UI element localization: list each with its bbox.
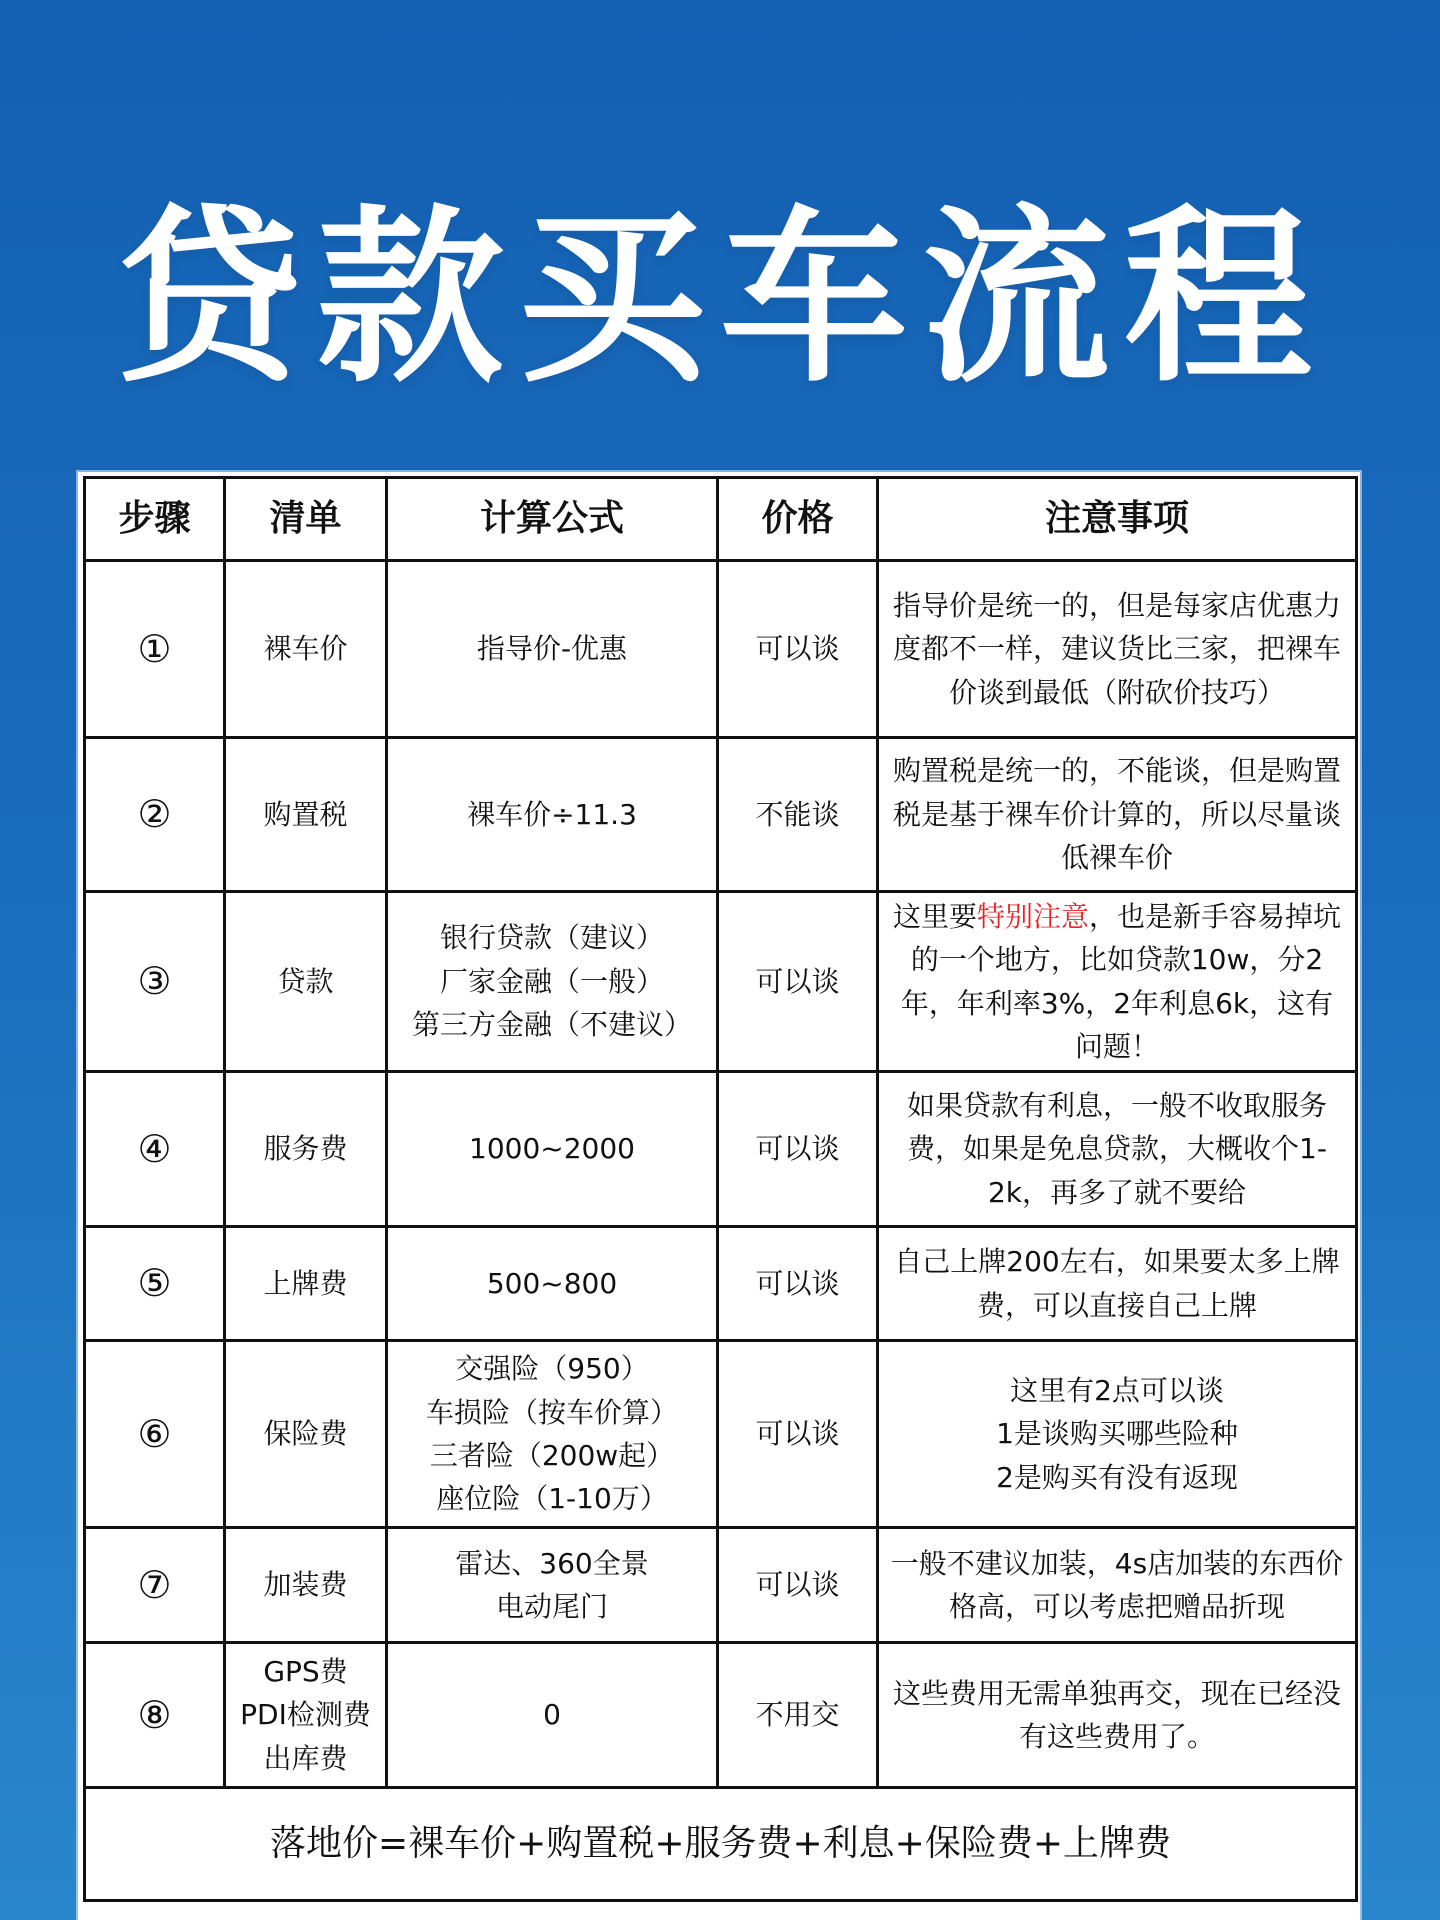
formula-line: 交强险（950） (455, 1352, 649, 1386)
table-row (85, 892, 1357, 1072)
table-row (85, 1341, 1357, 1528)
note-cell: 这些费用无需单独再交，现在已经没有这些费用了。 (878, 1643, 1357, 1788)
note-text: 这里要 (892, 899, 977, 933)
table-sheet (78, 472, 1360, 1920)
step-number: ① (85, 561, 225, 738)
step-number: ⑤ (85, 1227, 225, 1341)
formula-line: 0 (543, 1698, 561, 1732)
item-line: PDI检测费 (240, 1698, 371, 1732)
step-number: ⑥ (85, 1341, 225, 1528)
note-cell: 购置税是统一的，不能谈，但是购置税是基于裸车价计算的，所以尽量谈低裸车价 (878, 738, 1357, 892)
header-formula: 计算公式 (387, 478, 718, 561)
step-number: ③ (85, 892, 225, 1072)
header-notes: 注意事项 (878, 478, 1357, 561)
table-row (85, 1072, 1357, 1227)
header-item: 清单 (225, 478, 387, 561)
item-name: 保险费 (225, 1341, 387, 1528)
item-name: 服务费 (225, 1072, 387, 1227)
note-line: 这里有2点可以谈 (1010, 1373, 1224, 1407)
note-cell: 如果贷款有利息，一般不收取服务费，如果是免息贷款，大概收个1-2k，再多了就不要给 (878, 1072, 1357, 1227)
footer-row (85, 1788, 1357, 1901)
table-row (85, 1227, 1357, 1341)
formula-line: 第三方金融（不建议） (411, 1008, 692, 1042)
table-row (85, 738, 1357, 892)
note-line: 1是谈购买哪些险种 (996, 1417, 1238, 1451)
table-row (85, 561, 1357, 738)
formula-line: 厂家金融（一般） (439, 964, 664, 998)
formula-cell (387, 1072, 718, 1227)
formula-cell (387, 1528, 718, 1643)
table-row (85, 1643, 1357, 1788)
price-status: 不能谈 (718, 738, 878, 892)
item-cell (225, 1643, 387, 1788)
step-number: ⑦ (85, 1528, 225, 1643)
formula-line: 三者险（200w起） (429, 1439, 675, 1472)
total-price-formula: 落地价=裸车价+购置税+服务费+利息+保险费+上牌费 (85, 1788, 1357, 1901)
formula-cell (387, 892, 718, 1072)
price-status: 可以谈 (718, 1227, 878, 1341)
price-status: 可以谈 (718, 892, 878, 1072)
step-number: ② (85, 738, 225, 892)
item-name: 上牌费 (225, 1227, 387, 1341)
formula-cell (387, 738, 718, 892)
note-line: 2是购买有没有返现 (996, 1460, 1238, 1494)
formula-line: 1000~2000 (469, 1132, 635, 1166)
price-status: 不用交 (718, 1643, 878, 1788)
formula-line: 裸车价÷11.3 (467, 797, 637, 831)
formula-cell (387, 1227, 718, 1341)
formula-cell (387, 1341, 718, 1528)
item-line: 出库费 (263, 1741, 348, 1775)
formula-line: 座位险（1-10万） (436, 1482, 668, 1516)
price-status: 可以谈 (718, 561, 878, 738)
note-cell (878, 1341, 1357, 1528)
item-name: 购置税 (225, 738, 387, 892)
note-cell: 指导价是统一的，但是每家店优惠力度都不一样，建议货比三家，把裸车价谈到最低（附砍价技巧） (878, 561, 1357, 738)
formula-cell (387, 561, 718, 738)
page-title: 贷款买车流程 (114, 189, 1326, 408)
note-cell (878, 892, 1357, 1072)
item-line: GPS费 (263, 1654, 348, 1688)
step-number: ④ (85, 1072, 225, 1227)
note-cell: 一般不建议加装，4s店加装的东西价格高，可以考虑把赠品折现 (878, 1528, 1357, 1643)
table-header-row (85, 478, 1357, 561)
price-status: 可以谈 (718, 1341, 878, 1528)
formula-line: 银行贷款（建议） (439, 921, 664, 955)
header-price: 价格 (718, 478, 878, 561)
formula-cell (387, 1643, 718, 1788)
price-status: 可以谈 (718, 1072, 878, 1227)
item-name: 裸车价 (225, 561, 387, 738)
item-name: 贷款 (225, 892, 387, 1072)
step-number: ⑧ (85, 1643, 225, 1788)
formula-line: 车损险（按车价算） (425, 1395, 678, 1429)
highlight-text: 特别注意 (976, 899, 1089, 933)
table-row (85, 1528, 1357, 1643)
note-cell: 自己上牌200左右，如果要太多上牌费，可以直接自己上牌 (878, 1227, 1357, 1341)
price-status: 可以谈 (718, 1528, 878, 1643)
formula-line: 500~800 (486, 1266, 618, 1300)
formula-line: 指导价-优惠 (476, 632, 628, 666)
loan-process-table (83, 476, 1358, 1902)
header-step: 步骤 (85, 478, 225, 561)
item-name: 加装费 (225, 1528, 387, 1643)
note-text: ，也是新手容易掉坑的一个地方，比如贷款10w，分2年，年利率3%，2年利息6k，这有问题！ (900, 899, 1342, 1063)
formula-line: 雷达、360全景 (455, 1546, 649, 1580)
formula-line: 电动尾门 (495, 1590, 608, 1623)
